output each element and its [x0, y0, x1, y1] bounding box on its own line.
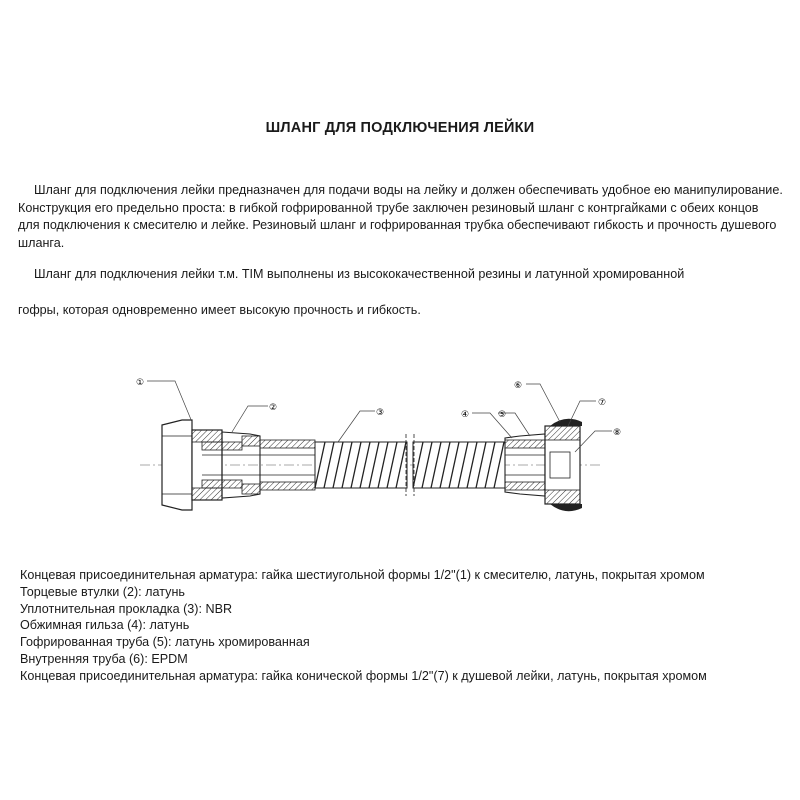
material-paragraph-line-2: гофры, которая одновременно имеет высокую прочность и гибкость. [18, 303, 421, 317]
callout-8: ⑧ [613, 428, 622, 438]
spec-list [20, 567, 790, 685]
callout-2: ② [269, 403, 278, 413]
callout-3: ③ [376, 408, 385, 418]
intro-paragraph: Шланг для подключения лейки предназначен для подачи воды на лейку и должен обеспечивать удобное ею манипулирование. Конструкция его предельно проста: в гибкой гофрированной трубе заключен резиновый шланг с контргайками с обеих концов для подключения к смесителю и лейке. Резиновый шланг и гофрированная трубка обеспечивают гибкость и прочность душевого шланга. [18, 183, 783, 250]
spec-item: Внутренняя труба (6): EPDM [20, 651, 188, 666]
spec-item: Уплотнительная прокладка (3): NBR [20, 601, 233, 616]
spec-item: Торцевые втулки (2): латунь [20, 584, 185, 599]
callout-5: ⑤ [498, 410, 507, 420]
material-paragraph-line-1: Шланг для подключения лейки т.м. TIM выполнены из высококачественной резины и латунной хромированной [34, 267, 685, 281]
spec-item: Обжимная гильза (4): латунь [20, 618, 190, 633]
callout-7: ⑦ [598, 398, 607, 408]
document-title: ШЛАНГ ДЛЯ ПОДКЛЮЧЕНИЯ ЛЕЙКИ [265, 120, 535, 136]
spec-item: Концевая присоединительная арматура: гайка конической формы 1/2"(7) к душевой лейки, латунь, покрытая хромом [20, 668, 707, 683]
callout-4: ④ [461, 410, 470, 420]
callout-6: ⑥ [514, 381, 523, 391]
hose-diagram [120, 370, 640, 520]
spec-item: Концевая присоединительная арматура: гайка шестиугольной формы 1/2"(1) к смесителю, латунь, покрытая хромом [20, 568, 705, 582]
left-hex-nut [162, 420, 222, 510]
right-conical-nut [545, 419, 582, 511]
spec-item: Гофрированная труба (5): латунь хромированная [20, 635, 310, 650]
callout-1: ① [136, 378, 145, 388]
